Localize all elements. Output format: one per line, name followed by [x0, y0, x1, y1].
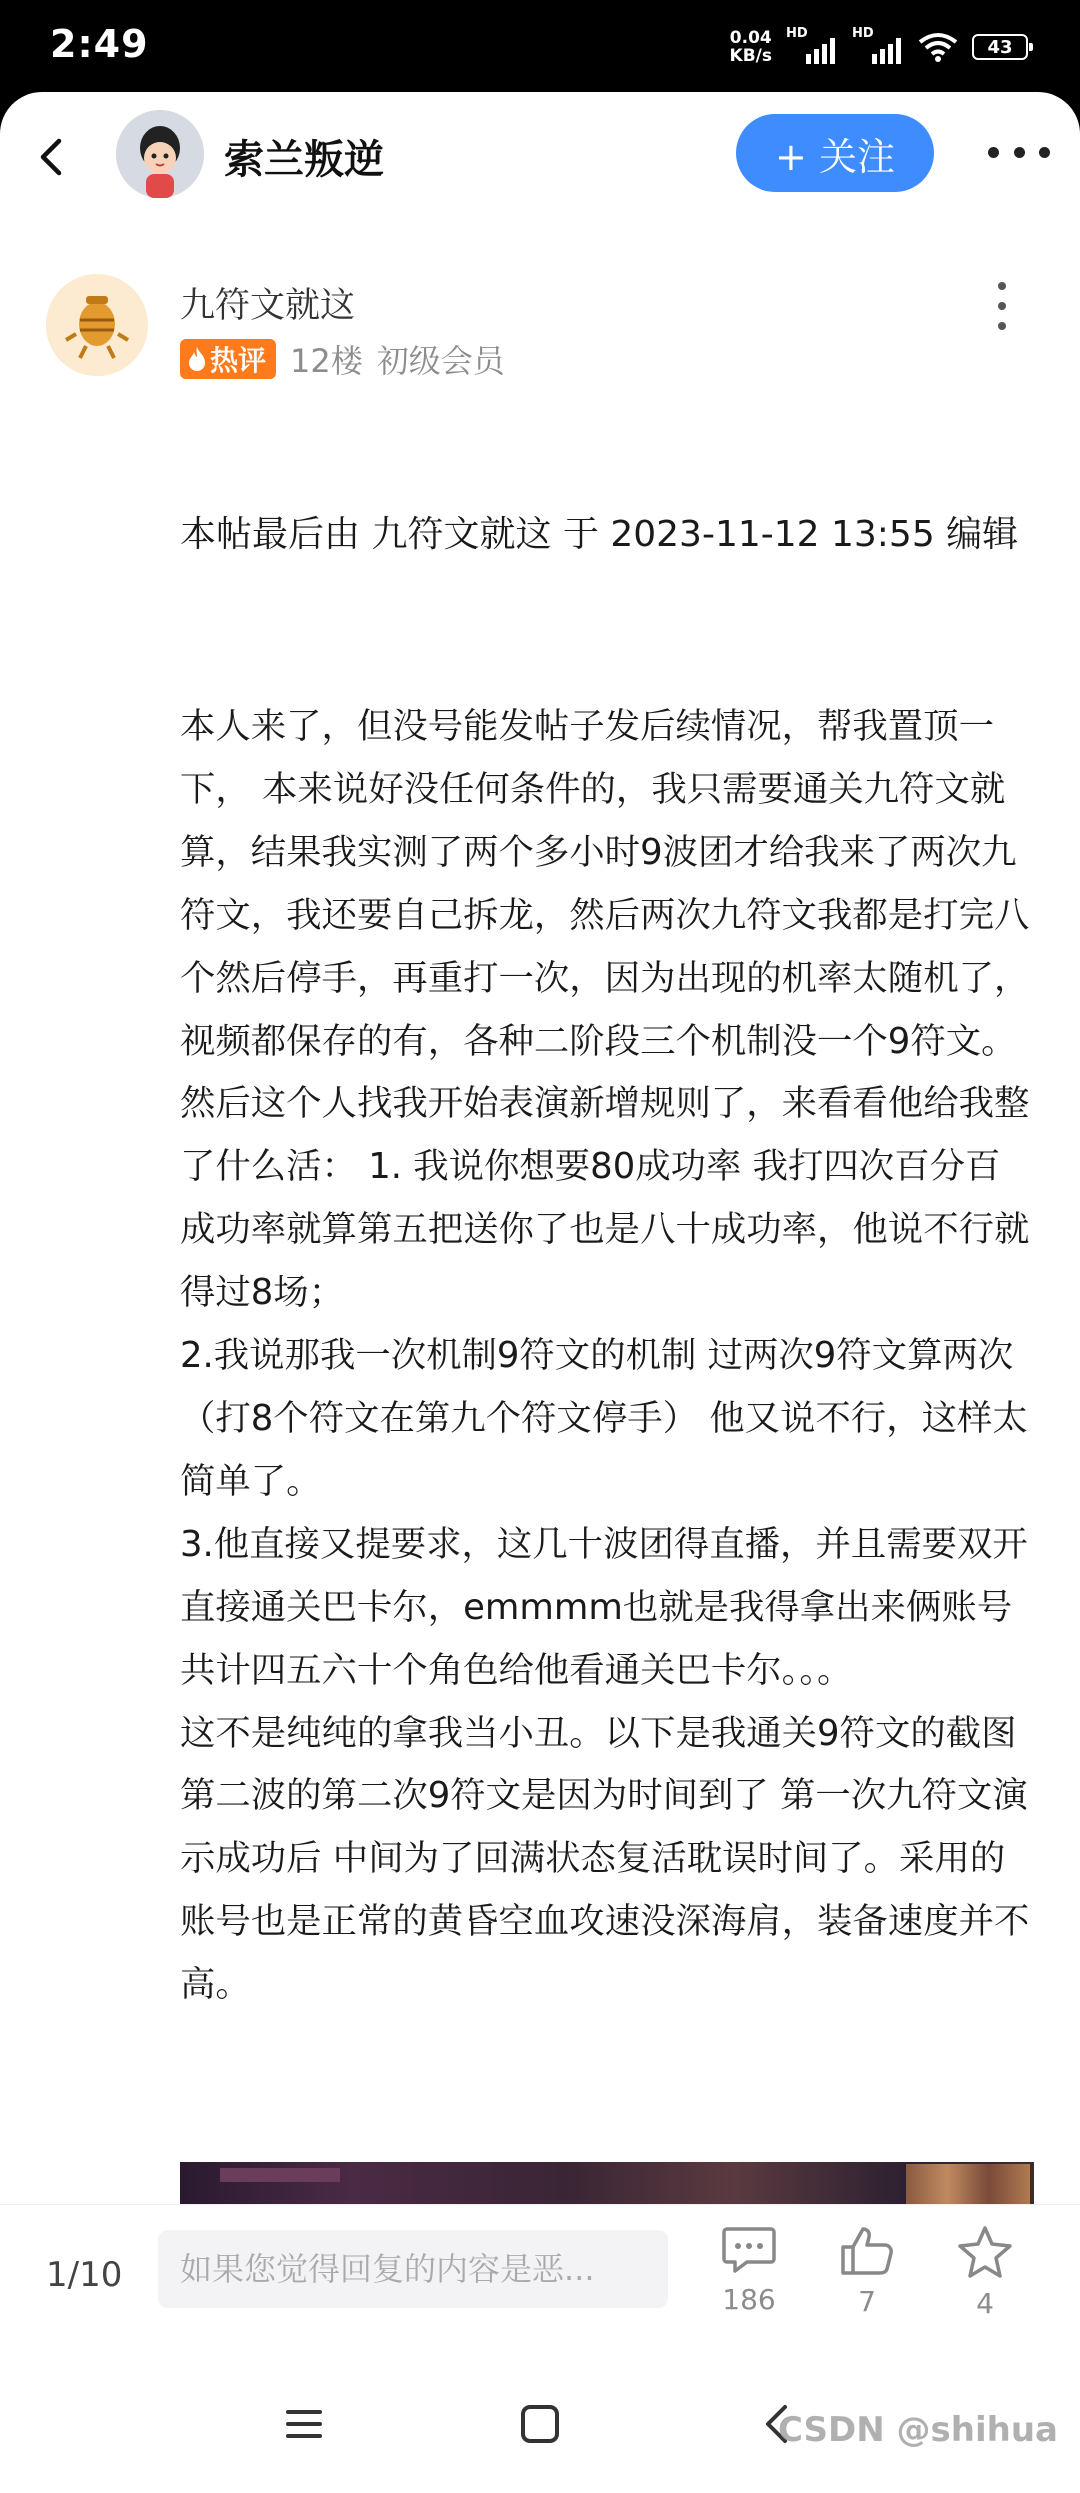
more-dot-icon: [988, 147, 999, 158]
square-icon: [520, 2404, 560, 2444]
signal-label: HD: [786, 26, 808, 41]
bottom-action-bar: [0, 2204, 1080, 2355]
hot-comment-badge: [180, 339, 276, 379]
wifi-icon: [918, 32, 958, 62]
post-body-text: 本人来了，但没号能发帖子发后续情况，帮我置顶一下， 本来说好没任何条件的，我只需要通关九符文就算，结果我实测了两个多小时9波团才给我来了两次九符文，我还要自己拆龙，然后两次九符文我都是打完八个然后停手，再重打一次，因为出现的机率太随机了，视频都保存的有，各种二阶段三个机制没一个9符文。然后这个人找我开始表演新增规则了，来看看他给我整了什么活： 1. 我说你想要80成功率 我打四次百分百成功率就算第五把送你了也是八十成功率，他说不行就得过8场； 2.我说那我一次机制9符文的机制 过两次9符文算两次（打8个符文在第九个符文停手） 他又说不行，这样太简单了。 3.他直接又提要求，这几十波团得直播，并且需要双开直接通关巴卡尔，emmmm也就是我得拿出来俩账号共计四五六十个角色给他看通关巴卡尔。。。 这不是纯纯的拿我当小丑。以下是我通关9符文的截图 第二波的第二次9符文是因为时间到了 第一次九符文演示成功后 中间为了回满状态复活耽误时间了。采用的账号也是正常的黄昏空血攻速没深海肩，装备速度并不高。: [180, 706, 1030, 2006]
battery-level: 43: [987, 36, 1013, 58]
forum-avatar[interactable]: [116, 110, 204, 198]
thumbs-up-icon: [839, 2225, 895, 2277]
signal-icon: [786, 28, 838, 66]
menu-icon: [284, 2406, 324, 2442]
edit-note: 本帖最后由 九符文就这 于 2023-11-12 13:55 编辑: [180, 514, 1019, 555]
back-button[interactable]: [30, 132, 70, 182]
more-dot-icon: [1014, 147, 1025, 158]
post-more-button[interactable]: [992, 282, 1012, 330]
reply-input[interactable]: 如果您觉得回复的内容是恶...: [158, 2230, 668, 2308]
battery-icon: [972, 34, 1028, 60]
hot-badge-label: 热评: [210, 344, 267, 377]
system-nav-bar: [0, 2354, 1080, 2493]
post-body: [180, 696, 1032, 2017]
floor-number: 12楼: [290, 342, 363, 380]
net-speed-value: 0.04: [729, 28, 772, 48]
chevron-left-icon: [37, 137, 63, 177]
image-detail: [906, 2164, 1030, 2208]
like-button[interactable]: [822, 2225, 912, 2318]
more-dot-icon: [1039, 147, 1050, 158]
favorite-button[interactable]: [940, 2225, 1030, 2320]
status-time: 2:49: [50, 22, 149, 66]
image-detail: [220, 2168, 340, 2182]
star-icon: [956, 2225, 1014, 2279]
signal-icon: [852, 28, 904, 66]
more-dot-icon: [998, 302, 1006, 310]
favorite-count: 4: [976, 2287, 994, 2320]
comment-count: 186: [722, 2283, 776, 2316]
member-rank: 初级会员: [376, 342, 505, 380]
page-indicator[interactable]: 1/10: [46, 2255, 123, 2295]
net-speed-unit: KB/s: [729, 46, 772, 66]
flame-icon: [186, 345, 208, 373]
comment-button[interactable]: [704, 2225, 794, 2316]
app-container: [0, 92, 1080, 2450]
like-count: 7: [858, 2285, 876, 2318]
forum-title: 索兰叛逆: [224, 137, 384, 183]
author-name[interactable]: 九符文就这: [180, 286, 356, 326]
author-avatar[interactable]: [46, 274, 148, 376]
header: [0, 92, 1080, 222]
more-options-button[interactable]: [988, 132, 1050, 172]
status-bar: [0, 0, 1080, 95]
home-nav-button[interactable]: [510, 2394, 570, 2454]
csdn-watermark: CSDN @shihua: [777, 2410, 1058, 2450]
more-dot-icon: [998, 282, 1006, 290]
menu-nav-button[interactable]: [274, 2394, 334, 2454]
more-dot-icon: [998, 322, 1006, 330]
comment-icon: [721, 2225, 777, 2275]
follow-button[interactable]: + 关注: [736, 114, 934, 192]
status-icons: [730, 28, 1028, 66]
signal-label: HD: [852, 26, 874, 41]
post-meta: [180, 336, 505, 382]
network-speed: [730, 29, 772, 65]
